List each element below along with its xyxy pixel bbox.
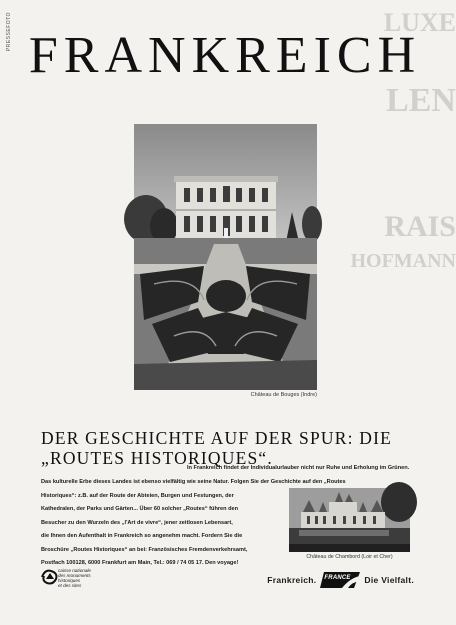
logo-line: caisse nationale xyxy=(58,568,91,573)
body-line: Kathedralen, der Parks und Gärten... Über 60 solcher „Routes“ führen den xyxy=(41,506,239,512)
slogan-left: Frankreich. xyxy=(267,575,317,585)
side-credit: PRESSEFOTO xyxy=(6,12,12,52)
logo-text xyxy=(58,569,118,589)
body-line: die Ihnen den Aufenthalt in Frankreich so angenehm macht. Fordern Sie die xyxy=(41,533,243,539)
bleed-line: RAIS xyxy=(384,210,456,243)
logo-line: des monuments xyxy=(58,572,91,578)
body-line: Besucher zu den Wurzeln des „l'Art de vivre“, jener zeitlosen Lebensart, xyxy=(41,519,233,526)
monument-logo-icon xyxy=(40,567,60,587)
france-tourism-logo xyxy=(320,572,360,588)
cnmhs-logo xyxy=(40,567,130,589)
bleed-line: LEN xyxy=(386,82,456,119)
bleed-line: HOFMANN xyxy=(350,250,456,272)
body-line: Broschüre „Routes Historiques“ an bei: Französisches Fremdenverkehrsamt, xyxy=(41,546,248,553)
thumb-caption: Château de Chambord (Loir et Cher) xyxy=(306,554,393,560)
slogan-right: Die Vielfalt. xyxy=(364,575,414,585)
lead-text: In Frankreich findet der Individualurlauber nicht nur Ruhe und Erholung im Grünen. xyxy=(187,465,410,471)
subhead: DER GESCHICHTE AUF DER SPUR: DIE „ROUTES HISTORIQUES“. xyxy=(41,428,392,468)
body-line: Postfach 100128, 6000 Frankfurt am Main, Tel.: 069 / 74 05 17. Den voyage! xyxy=(41,560,239,566)
slogan xyxy=(267,572,414,588)
logo-line: historiques xyxy=(58,577,81,583)
logo-line: et des sites xyxy=(58,582,82,588)
headline: FRANKREICH xyxy=(28,27,422,84)
body-line: Das kulturelle Erbe dieses Landes ist ebenso vielfältig wie seine Natur. Folgen Sie der Geschichte auf den „Routes xyxy=(41,479,346,485)
france-mark-label: FRANCE xyxy=(324,575,351,581)
photo-caption: Château de Bouges (Indre) xyxy=(250,392,317,398)
bleed-line: LUXE xyxy=(383,8,456,37)
body-copy xyxy=(41,476,346,571)
chateau-photo xyxy=(134,124,317,390)
body-line: Historiques“: z.B. auf der Route der Abteien, Burgen und Festungen, der xyxy=(41,492,234,499)
chambord-photo xyxy=(289,488,410,552)
